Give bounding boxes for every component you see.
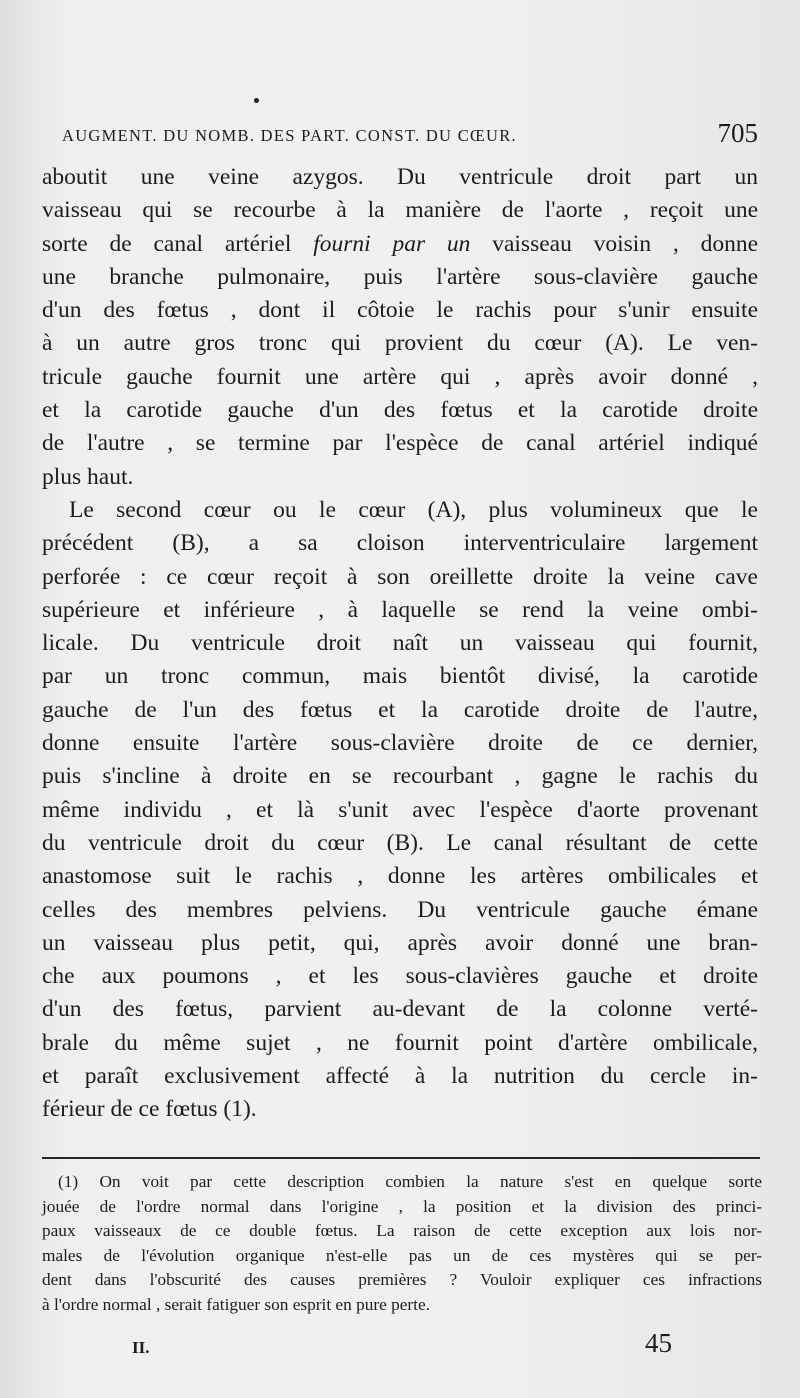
- footnote-line: males de l'évolution organique n'est-elle pas un de ces mystères qui se per-: [42, 1245, 762, 1265]
- sheet-number: 45: [645, 1328, 672, 1358]
- footnote-line: jouée de l'ordre normal dans l'origine , la position et la division des princi-: [42, 1196, 762, 1216]
- text-line: vaisseau qui se recourbe à la manière de l'aorte , reçoit une: [42, 197, 758, 224]
- footnote-rule: [42, 1157, 760, 1159]
- text-line: donne ensuite l'artère sous-clavière droite de ce dernier,: [42, 730, 758, 757]
- text-line: un vaisseau plus petit, qui, après avoir donné une bran-: [42, 929, 758, 956]
- text-line: celles des membres pelviens. Du ventricule gauche émane: [42, 896, 758, 923]
- footnote-line: paux vaisseaux de ce double fœtus. La raison de cette exception aux lois nor-: [42, 1221, 762, 1241]
- text-line: d'un des fœtus , dont il côtoie le rachis pour s'unir ensuite: [42, 297, 758, 324]
- text-line: anastomose suit le rachis , donne les artères ombilicales et: [42, 863, 758, 890]
- text-line: supérieure et inférieure , à laquelle se rend la veine ombi-: [42, 596, 758, 623]
- text-line: plus haut.: [42, 463, 134, 490]
- text-segment: vaisseau voisin , donne: [470, 230, 758, 257]
- main-text: [42, 161, 758, 1127]
- text-line: même individu , et là s'unit avec l'espèce d'aorte provenant: [42, 796, 758, 823]
- text-line: puis s'incline à droite en se recourbant , gagne le rachis du: [42, 763, 758, 790]
- text-segment: sorte de canal artériel: [42, 230, 314, 257]
- text-line: d'un des fœtus, parvient au-devant de la colonne verté-: [42, 996, 758, 1023]
- signature-mark: II.: [132, 1338, 150, 1357]
- footnote-line: (1) On voit par cette description combien la nature s'est en quelque sorte: [58, 1172, 762, 1191]
- text-line: [42, 228, 758, 261]
- text-line: Le second cœur ou le cœur (A), plus volumineux que le: [69, 496, 758, 523]
- footnote-line: à l'ordre normal , serait fatiguer son esprit en pure perte.: [42, 1294, 430, 1314]
- text-line: et paraît exclusivement affecté à la nutrition du cercle in-: [42, 1063, 758, 1090]
- footnote: [42, 1170, 762, 1318]
- ink-dot: [254, 98, 259, 103]
- text-line: par un tronc commun, mais bientôt divisé, la carotide: [42, 663, 758, 690]
- italic-phrase: fourni par un: [313, 230, 471, 257]
- text-line: brale du même sujet , ne fournit point d'artère ombilicale,: [42, 1029, 758, 1056]
- text-line: à un autre gros tronc qui provient du cœur (A). Le ven-: [42, 330, 758, 357]
- text-line: aboutit une veine azygos. Du ventricule droit part un: [42, 164, 758, 190]
- text-line: tricule gauche fournit une artère qui , après avoir donné ,: [42, 363, 758, 390]
- running-head: AUGMENT. DU NOMB. DES PART. CONST. DU CŒUR.: [62, 126, 517, 145]
- page-header: [62, 118, 762, 152]
- footnote-line: dent dans l'obscurité des causes premières ? Vouloir expliquer ces infractions: [42, 1270, 762, 1290]
- text-line: perforée : ce cœur reçoit à son oreillette droite la veine cave: [42, 563, 758, 590]
- text-line: férieur de ce fœtus (1).: [42, 1096, 257, 1123]
- text-line: che aux poumons , et les sous-clavières gauche et droite: [42, 963, 758, 990]
- text-line: gauche de l'un des fœtus et la carotide droite de l'autre,: [42, 696, 758, 723]
- text-line: une branche pulmonaire, puis l'artère sous-clavière gauche: [42, 263, 758, 290]
- text-line: licale. Du ventricule droit naît un vaisseau qui fournit,: [42, 630, 758, 657]
- text-line: précédent (B), a sa cloison interventriculaire largement: [42, 530, 758, 557]
- page-number: 705: [717, 118, 758, 148]
- text-line: du ventricule droit du cœur (B). Le canal résultant de cette: [42, 829, 758, 856]
- text-line: et la carotide gauche d'un des fœtus et la carotide droite: [42, 397, 758, 424]
- text-line: de l'autre , se termine par l'espèce de canal artériel indiqué: [42, 430, 758, 457]
